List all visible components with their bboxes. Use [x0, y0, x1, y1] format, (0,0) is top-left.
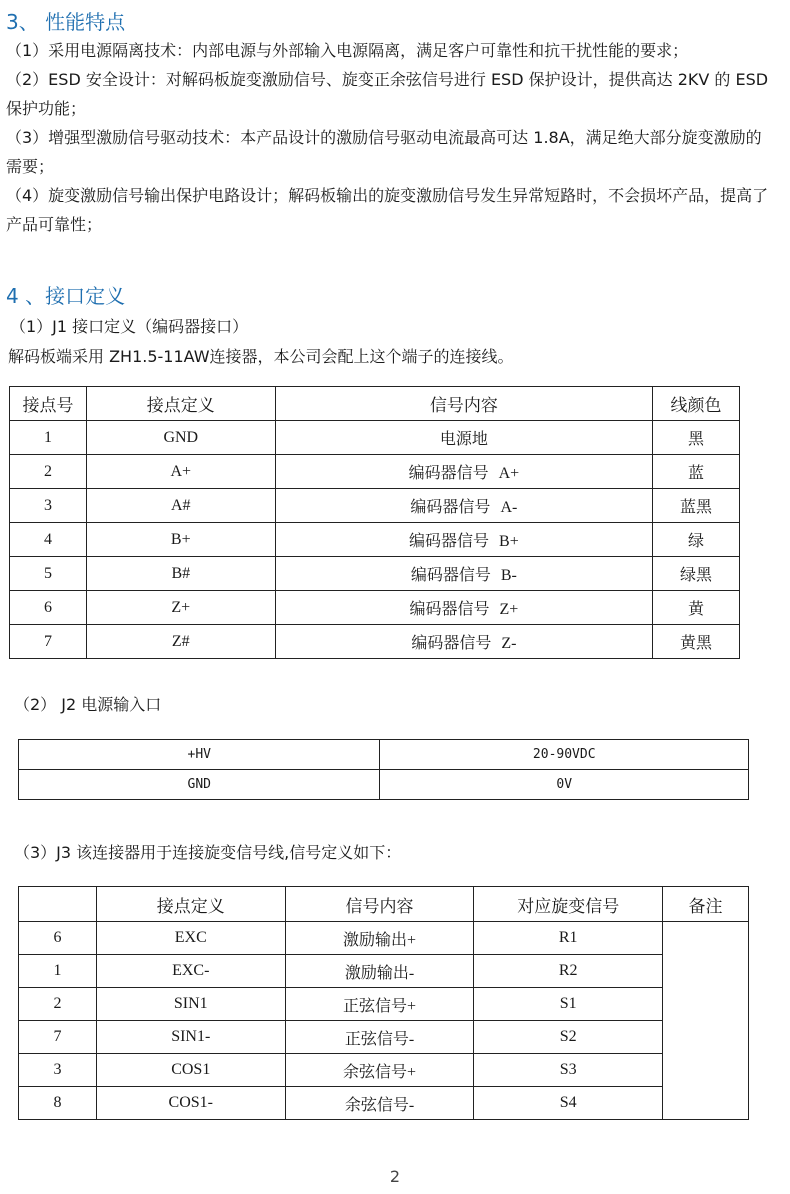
- j3-table: [18, 886, 749, 1120]
- signal-cell: [275, 557, 652, 591]
- j1-header-pin: 接点号: [10, 387, 87, 421]
- remark-cell: [663, 922, 749, 1120]
- signal-cell: [275, 455, 652, 489]
- j2-table: [18, 739, 749, 800]
- signal-text: 电源地: [439, 431, 488, 448]
- pin-cell: 3: [10, 489, 87, 523]
- table-row: [10, 625, 740, 659]
- signal-code: A-: [500, 499, 518, 516]
- feature-item: （2）ESD 安全设计：对解码板旋变激励信号、旋变正余弦信号进行 ESD 保护设计，提供高达 2KV 的 ESD 保护功能；: [6, 70, 769, 118]
- pin-cell: GND: [19, 770, 380, 800]
- resolver-cell: S1: [474, 988, 663, 1021]
- def-cell: B#: [86, 557, 275, 591]
- def-cell: Z#: [86, 625, 275, 659]
- j1-note: 解码板端采用 ZH1.5-11AW连接器，本公司会配上这个端子的连接线。: [8, 347, 514, 366]
- j3-title: （3）J3 该连接器用于连接旋变信号线,信号定义如下：: [14, 843, 402, 862]
- def-cell: B+: [86, 523, 275, 557]
- table-row: [19, 740, 749, 770]
- pin-cell: 4: [10, 523, 87, 557]
- signal-text: 编码器信号: [410, 499, 491, 516]
- signal-text: 编码器信号: [409, 533, 490, 550]
- signal-text: 编码器信号: [408, 465, 489, 482]
- table-row: [10, 421, 740, 455]
- pin-cell: 7: [10, 625, 87, 659]
- table-row: [19, 1054, 749, 1087]
- signal-code: A+: [498, 465, 520, 482]
- def-cell: A#: [86, 489, 275, 523]
- color-cell: 黄黑: [653, 625, 740, 659]
- signal-code: Z+: [499, 601, 519, 618]
- section3-title: 3、 性能特点: [6, 10, 126, 34]
- def-cell: SIN1-: [96, 1021, 285, 1054]
- section3-items: [6, 36, 772, 239]
- signal-cell: [275, 523, 652, 557]
- table-row: [19, 770, 749, 800]
- j1-header-def: 接点定义: [86, 387, 275, 421]
- def-cell: COS1-: [96, 1087, 285, 1120]
- signal-text: 编码器信号: [411, 635, 492, 652]
- resolver-cell: R2: [474, 955, 663, 988]
- signal-cell: 余弦信号+: [285, 1054, 474, 1087]
- j1-table: [9, 386, 740, 659]
- def-cell: Z+: [86, 591, 275, 625]
- signal-cell: 余弦信号-: [285, 1087, 474, 1120]
- table-row: [10, 591, 740, 625]
- page-number: 2: [389, 1167, 401, 1186]
- resolver-cell: R1: [474, 922, 663, 955]
- def-cell: EXC-: [96, 955, 285, 988]
- color-cell: 蓝黑: [653, 489, 740, 523]
- table-row: [10, 557, 740, 591]
- value-cell: 20-90VDC: [380, 740, 749, 770]
- j1-header-color: 线颜色: [653, 387, 740, 421]
- table-row: [19, 922, 749, 955]
- pin-cell: 8: [19, 1087, 97, 1120]
- j3-header-signal: 信号内容: [285, 887, 474, 922]
- pin-cell: 1: [10, 421, 87, 455]
- pin-cell: 3: [19, 1054, 97, 1087]
- color-cell: 绿黑: [653, 557, 740, 591]
- j1-title: （1）J1 接口定义（编码器接口）: [10, 317, 249, 336]
- j3-header-remark: 备注: [663, 887, 749, 922]
- signal-code: Z-: [501, 635, 517, 652]
- value-cell: 0V: [380, 770, 749, 800]
- pin-cell: +HV: [19, 740, 380, 770]
- def-cell: GND: [86, 421, 275, 455]
- table-row: [10, 489, 740, 523]
- resolver-cell: S2: [474, 1021, 663, 1054]
- signal-cell: [275, 625, 652, 659]
- resolver-cell: S3: [474, 1054, 663, 1087]
- signal-text: 编码器信号: [409, 601, 490, 618]
- pin-cell: 5: [10, 557, 87, 591]
- feature-item: （4）旋变激励信号输出保护电路设计；解码板输出的旋变激励信号发生异常短路时，不会损坏产品，提高了产品可靠性；: [6, 186, 769, 234]
- j3-header-def: 接点定义: [96, 887, 285, 922]
- pin-cell: 2: [10, 455, 87, 489]
- signal-text: 编码器信号: [410, 567, 491, 584]
- resolver-cell: S4: [474, 1087, 663, 1120]
- feature-item: （1）采用电源隔离技术：内部电源与外部输入电源隔离，满足客户可靠性和抗干扰性能的要求；: [6, 41, 689, 60]
- signal-cell: 正弦信号+: [285, 988, 474, 1021]
- signal-cell: [275, 489, 652, 523]
- pin-cell: 1: [19, 955, 97, 988]
- pin-cell: 6: [19, 922, 97, 955]
- def-cell: COS1: [96, 1054, 285, 1087]
- signal-code: B+: [499, 533, 519, 550]
- def-cell: EXC: [96, 922, 285, 955]
- pin-cell: 7: [19, 1021, 97, 1054]
- signal-cell: [275, 421, 652, 455]
- signal-code: B-: [500, 567, 517, 584]
- j2-title: （2） J2 电源输入口: [14, 695, 162, 714]
- table-row: [10, 455, 740, 489]
- table-row: [10, 523, 740, 557]
- j3-header-pin: [19, 887, 97, 922]
- def-cell: SIN1: [96, 988, 285, 1021]
- signal-cell: 正弦信号-: [285, 1021, 474, 1054]
- color-cell: 黄: [653, 591, 740, 625]
- def-cell: A+: [86, 455, 275, 489]
- table-row: [19, 1021, 749, 1054]
- color-cell: 蓝: [653, 455, 740, 489]
- j1-header-signal: 信号内容: [275, 387, 652, 421]
- table-row: [19, 988, 749, 1021]
- section4-title: 4 、接口定义: [6, 284, 126, 308]
- color-cell: 绿: [653, 523, 740, 557]
- pin-cell: 2: [19, 988, 97, 1021]
- table-row: [19, 955, 749, 988]
- signal-cell: 激励输出-: [285, 955, 474, 988]
- color-cell: 黑: [653, 421, 740, 455]
- feature-item: （3）增强型激励信号驱动技术：本产品设计的激励信号驱动电流最高可达 1.8A，满足绝大部分旋变激励的需要；: [6, 128, 762, 176]
- signal-cell: 激励输出+: [285, 922, 474, 955]
- pin-cell: 6: [10, 591, 87, 625]
- j3-header-resolver: 对应旋变信号: [474, 887, 663, 922]
- table-row: [19, 1087, 749, 1120]
- signal-cell: [275, 591, 652, 625]
